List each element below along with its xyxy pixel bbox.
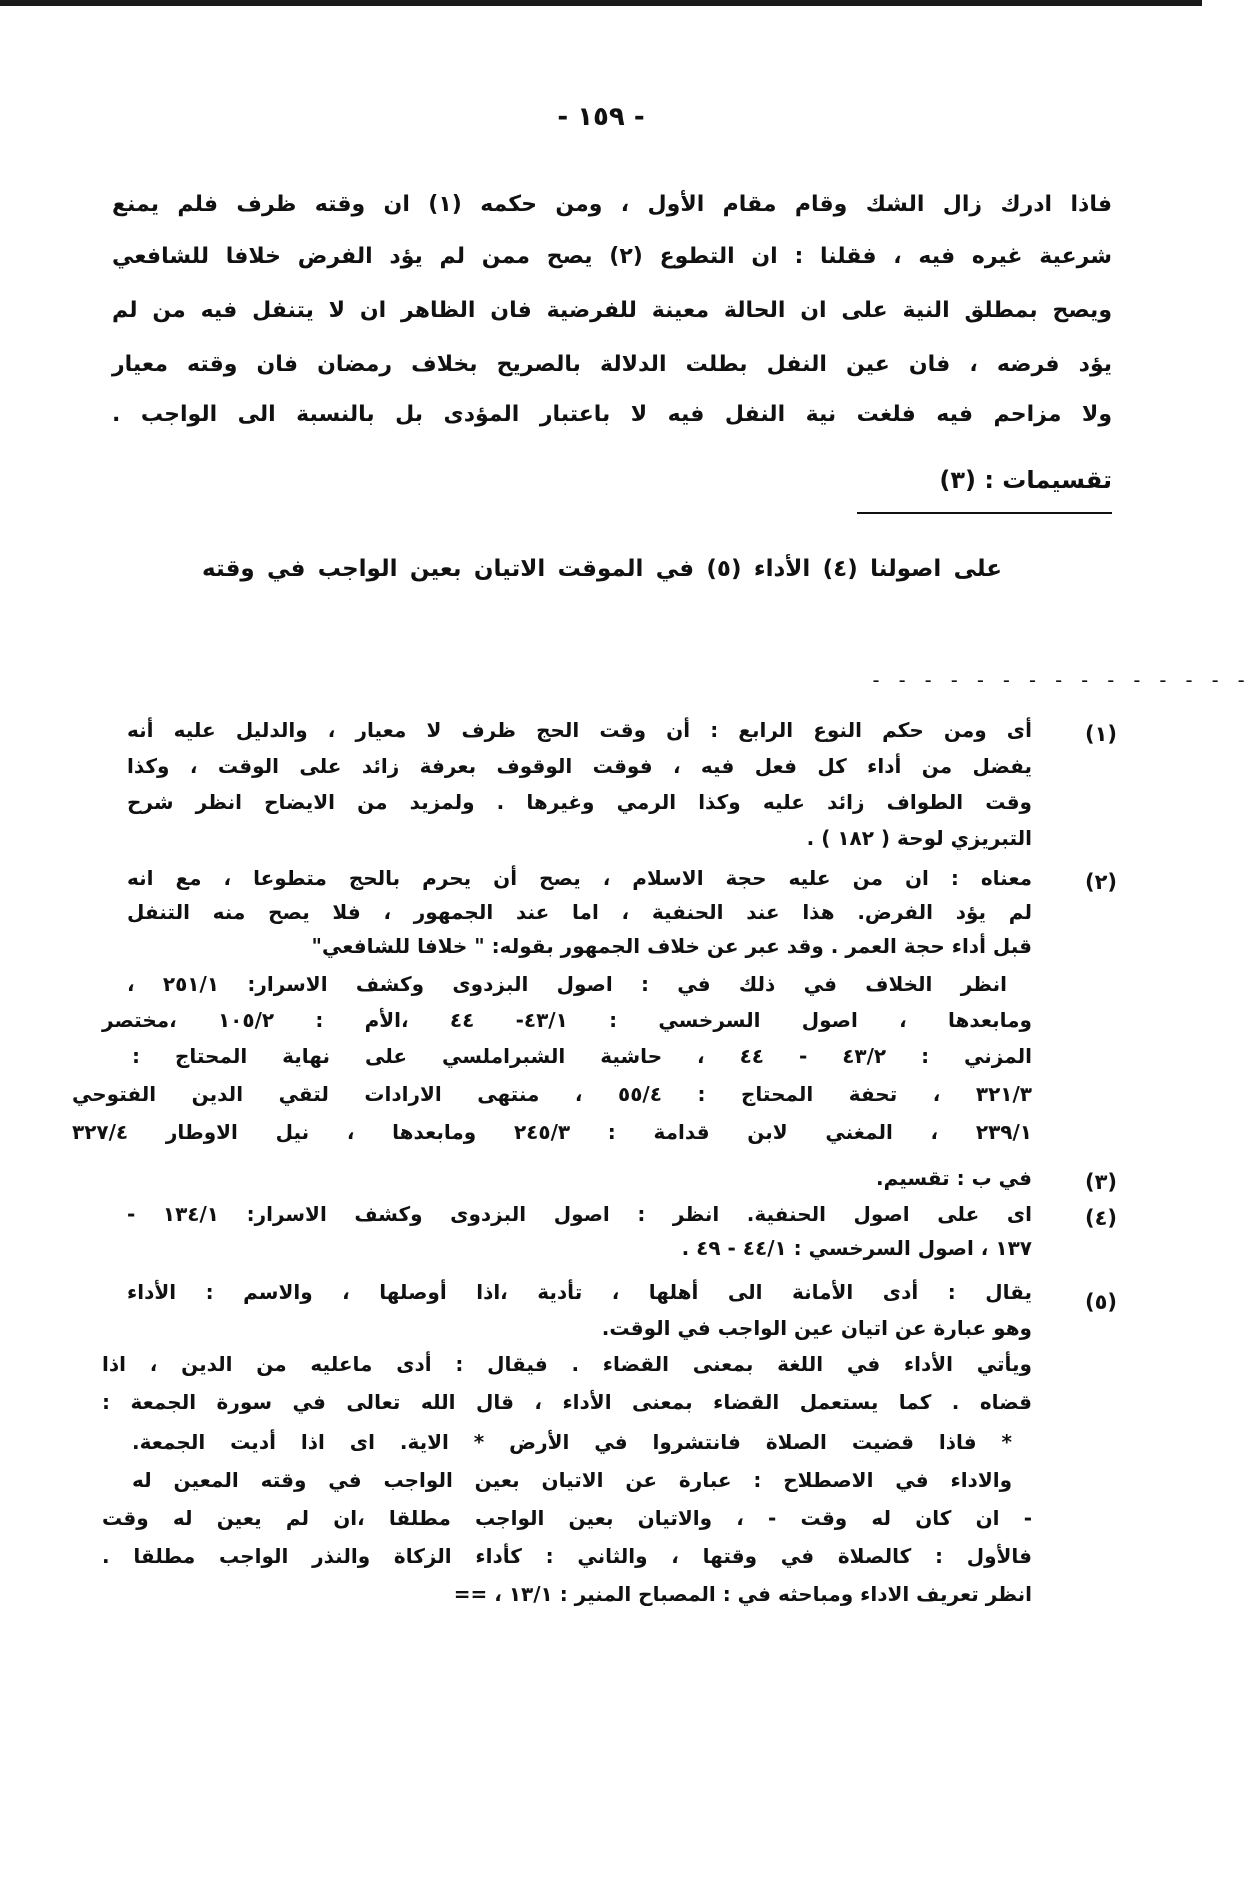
footnote-line: انظر الخلاف في ذلك في : اصول البزدوى وكشف الاسرار: ٢٥١/١ ، bbox=[127, 972, 1007, 996]
body-line: فاذا ادرك زال الشك وقام مقام الأول ، ومن حكمه (١) ان وقته ظرف فلم يمنع bbox=[112, 192, 1112, 217]
footnote-line: والاداء في الاصطلاح : عبارة عن الاتيان بعين الواجب في وقته المعين له bbox=[132, 1468, 1012, 1492]
footnote-line: يفضل من أداء كل فعل فيه ، فوقت الوقوف بعرفة زائد على الوقت ، وكذا bbox=[127, 754, 1032, 778]
footnote-line: ١٣٧ ، اصول السرخسي : ٤٤/١ - ٤٩ . bbox=[681, 1236, 1032, 1260]
heading-underline bbox=[857, 512, 1112, 514]
body-line: ولا مزاحم فيه فلغت نية النفل فيه لا باعتبار المؤدى بل بالنسبة الى الواجب . bbox=[112, 402, 1112, 427]
footnote-line: وقت الطواف زائد عليه وكذا الرمي وغيرها . ولمزيد من الايضاح انظر شرح bbox=[127, 790, 1032, 814]
footnote-line: ٢٣٩/١ ، المغني لابن قدامة : ٢٤٥/٣ ومابعدها ، نيل الاوطار ٣٢٧/٤ bbox=[72, 1120, 1033, 1144]
page-number: - ١٥٩ - bbox=[557, 102, 645, 132]
footnote-line: معناه : ان من عليه حجة الاسلام ، يصح أن يحرم بالحج متطوعا ، مع انه bbox=[127, 866, 1032, 890]
footnote-number: (٤) bbox=[1084, 1206, 1117, 1230]
footnote-line: في ب : تقسيم. bbox=[875, 1166, 1032, 1190]
footnote-line: ومابعدها ، اصول السرخسي : ٤٣/١- ٤٤ ،الأم : ١٠٥/٢ ،مختصر bbox=[102, 1008, 1032, 1032]
footnote-line: التبريزي لوحة ( ١٨٢ ) . bbox=[806, 826, 1032, 850]
footnote-number: (١) bbox=[1084, 722, 1117, 746]
footnote-line: ويأتي الأداء في اللغة بمعنى القضاء . فيقال : أدى ماعليه من الدين ، اذا bbox=[102, 1352, 1032, 1376]
footnote-number: (٥) bbox=[1084, 1290, 1117, 1314]
footnote-line: يقال : أدى الأمانة الى أهلها ، تأدية ،اذا أوصلها ، والاسم : الأداء bbox=[127, 1280, 1032, 1304]
footnote-line: فالأول : كالصلاة في وقتها ، والثاني : كأداء الزكاة والنذر الواجب مطلقا . bbox=[102, 1544, 1032, 1568]
footnote-number: (٣) bbox=[1084, 1170, 1117, 1194]
footnote-separator: - - - - - - - - - - - - - - - bbox=[870, 668, 1248, 692]
footnote-line: لم يؤد الفرض. هذا عند الحنفية ، اما عند الجمهور ، فلا يصح منه التنفل bbox=[127, 900, 1032, 924]
footnote-line: ٣٢١/٣ ، تحفة المحتاج : ٥٥/٤ ، منتهى الارادات لتقي الدين الفتوحي bbox=[72, 1082, 1032, 1106]
footnote-line: انظر تعريف الاداء ومباحثه في : المصباح المنير : ١٣/١ ، == bbox=[453, 1582, 1032, 1606]
footnote-line: أى ومن حكم النوع الرابع : أن وقت الحج ظرف لا معيار ، والدليل عليه أنه bbox=[127, 718, 1032, 742]
body-line: يؤد فرضه ، فان عين النفل بطلت الدلالة بالصريح بخلاف رمضان فان وقته معيار bbox=[112, 352, 1112, 377]
footnote-line: - ان كان له وقت - ، والاتيان بعين الواجب مطلقا ،ان لم يعين له وقت bbox=[102, 1506, 1032, 1530]
body-line: شرعية غيره فيه ، فقلنا : ان التطوع (٢) يصح ممن لم يؤد الفرض خلافا للشافعي bbox=[112, 244, 1112, 269]
footnote-line: المزني : ٤٣/٢ - ٤٤ ، حاشية الشبراملسي على نهاية المحتاج : bbox=[132, 1044, 1032, 1068]
footnote-line: اى على اصول الحنفية. انظر : اصول البزدوى وكشف الاسرار: ١٣٤/١ - bbox=[127, 1202, 1033, 1226]
footnote-number: (٢) bbox=[1084, 870, 1117, 894]
footnote-line: قضاه . كما يستعمل القضاء بمعنى الأداء ، قال الله تعالى في سورة الجمعة : bbox=[102, 1390, 1032, 1414]
body-line: على اصولنا (٤) الأداء (٥) في الموقت الاتيان بعين الواجب في وقته bbox=[202, 556, 1002, 582]
footnote-line: قبل أداء حجة العمر . وقد عبر عن خلاف الجمهور بقوله: " خلافا للشافعي" bbox=[311, 934, 1032, 958]
footnote-line: وهو عبارة عن اتيان عين الواجب في الوقت. bbox=[601, 1316, 1032, 1340]
footnote-line: * فاذا قضيت الصلاة فانتشروا في الأرض * الاية. اى اذا أديت الجمعة. bbox=[132, 1430, 1012, 1454]
body-line: ويصح بمطلق النية على ان الحالة معينة للفرضية فان الظاهر ان لا يتنفل فيه من لم bbox=[112, 298, 1112, 323]
section-heading: تقسيمات : (٣) bbox=[939, 466, 1112, 494]
